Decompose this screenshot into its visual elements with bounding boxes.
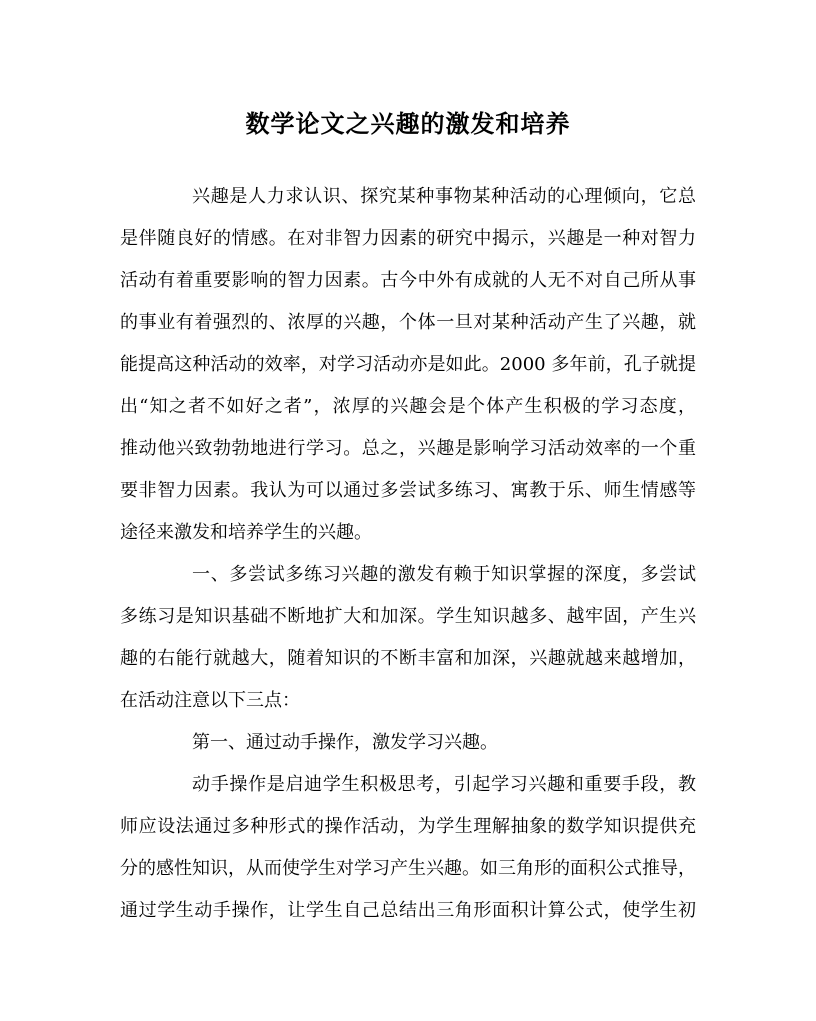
paragraph-line: 一、多尝试多练习兴趣的激发有赖于知识掌握的深度，多尝试	[192, 564, 696, 585]
paragraph-line: 通过学生动手操作，让学生自己总结出三角形面积计算公式，使学生初	[120, 900, 696, 921]
paragraph-line: 分的感性知识，从而使学生对学习产生兴趣。如三角形的面积公式推导，	[120, 858, 696, 879]
paragraph-line: 在活动注意以下三点：	[120, 690, 300, 711]
paragraph-line: 是伴随良好的情感。在对非智力因素的研究中揭示，兴趣是一种对智力	[120, 228, 696, 249]
section-heading: 第一、通过动手操作，激发学习兴趣。	[192, 732, 498, 753]
paragraph-line: 师应设法通过多种形式的操作活动，为学生理解抽象的数学知识提供充	[120, 816, 696, 837]
paragraph-line: 能提高这种活动的效率，对学习活动亦是如此。2000 多年前，孔子就提	[120, 354, 696, 375]
paragraph-line: 多练习是知识基础不断地扩大和加深。学生知识越多、越牢固，产生兴	[120, 606, 696, 627]
document-title: 数学论文之兴趣的激发和培养	[245, 109, 571, 138]
paragraph-line: 途径来激发和培养学生的兴趣。	[120, 522, 372, 543]
paragraph-line: 动手操作是启迪学生积极思考，引起学习兴趣和重要手段，教	[192, 774, 696, 795]
paragraph-line: 要非智力因素。我认为可以通过多尝试多练习、寓教于乐、师生情感等	[120, 480, 696, 501]
paragraph-line: 活动有着重要影响的智力因素。古今中外有成就的人无不对自己所从事	[120, 270, 696, 291]
paragraph-line: 推动他兴致勃勃地进行学习。总之，兴趣是影响学习活动效率的一个重	[120, 438, 696, 459]
paragraph-line: 的事业有着强烈的、浓厚的兴趣，个体一旦对某种活动产生了兴趣，就	[120, 312, 696, 333]
paragraph-line: 趣的右能行就越大，随着知识的不断丰富和加深，兴趣就越来越增加，	[120, 648, 696, 669]
paragraph-line: 出“知之者不如好之者”，浓厚的兴趣会是个体产生积极的学习态度，	[120, 396, 696, 417]
paragraph-line: 兴趣是人力求认识、探究某种事物某种活动的心理倾向，它总	[192, 186, 696, 207]
